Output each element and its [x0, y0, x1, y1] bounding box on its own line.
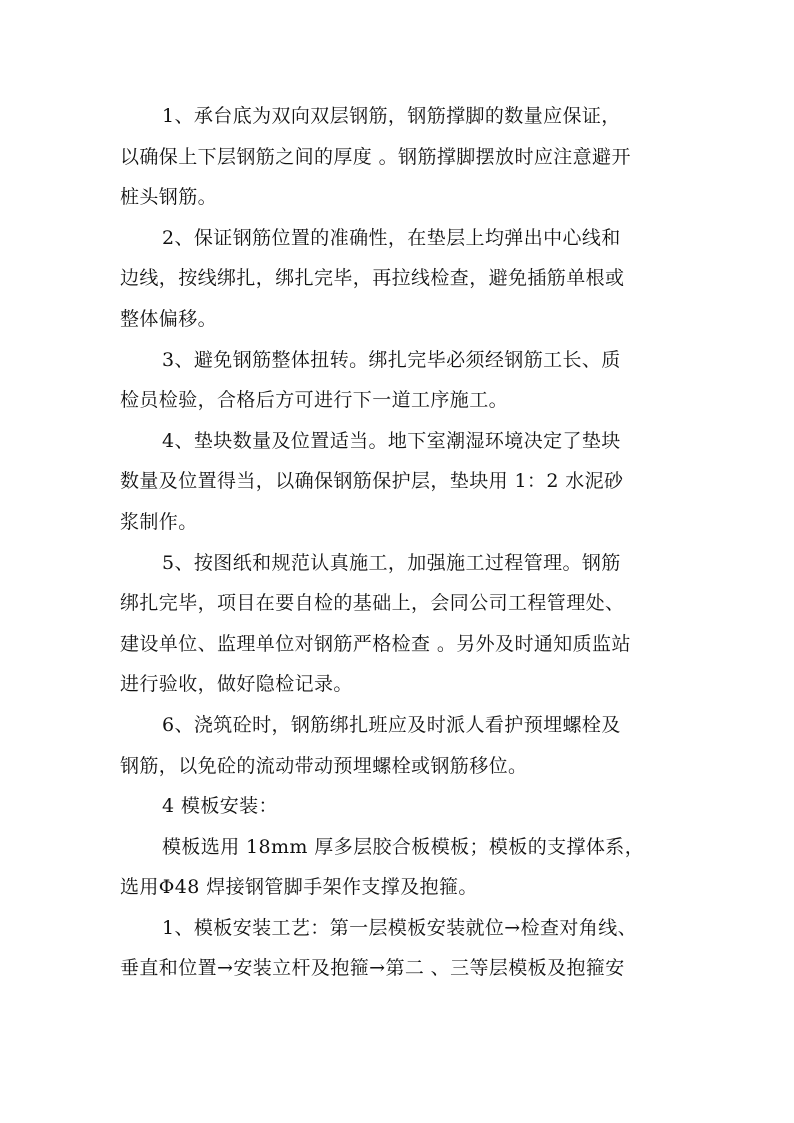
- paragraph-4-line-1: 4、垫块数量及位置适当。地下室潮湿环境决定了垫块: [162, 429, 621, 452]
- paragraph-2-line-1: 2、保证钢筋位置的准确性，在垫层上均弹出中心线和: [162, 226, 621, 249]
- section-heading-formwork: 4 模板安装：: [162, 795, 278, 818]
- paragraph-5-line-2: 绑扎完毕，项目在要自检的基础上，会同公司工程管理处、: [120, 592, 625, 615]
- formwork-step-1-line-2: 垂直和位置→安装立杆及抱箍→第二 、三等层模板及抱箍安: [120, 957, 625, 980]
- formwork-intro-line-1: 模板选用 18mm 厚多层胶合板模板；模板的支撑体系，: [162, 835, 645, 858]
- paragraph-4-line-3: 浆制作。: [120, 510, 198, 533]
- document-body: [120, 96, 690, 989]
- paragraph-5-line-3: 建设单位、监理单位对钢筋严格检查 。另外及时通知质监站: [120, 632, 631, 655]
- paragraph-3-line-2: 检员检验，合格后方可进行下一道工序施工。: [120, 389, 509, 412]
- formwork-intro-line-2: 选用Φ48 焊接钢管脚手架作支撑及抱箍。: [120, 876, 478, 899]
- paragraph-6-line-1: 6、浇筑砼时，钢筋绑扎班应及时派人看护预埋螺栓及: [162, 713, 621, 736]
- paragraph-1-line-2: 以确保上下层钢筋之间的厚度 。钢筋撑脚摆放时应注意避开: [120, 145, 631, 168]
- paragraph-1-line-3: 桩头钢筋。: [120, 186, 218, 209]
- paragraph-5-line-1: 5、按图纸和规范认真施工，加强施工过程管理。钢筋: [162, 551, 621, 574]
- paragraph-4-line-2: 数量及位置得当，以确保钢筋保护层，垫块用 1：2 水泥砂: [120, 470, 624, 493]
- paragraph-2-line-2: 边线，按线绑扎，绑扎完毕，再拉线检查，避免插筋单根或: [120, 267, 625, 290]
- paragraph-5-line-4: 进行验收，做好隐检记录。: [120, 673, 353, 696]
- paragraph-3-line-1: 3、避免钢筋整体扭转。绑扎完毕必须经钢筋工长、质: [162, 348, 621, 371]
- paragraph-2-line-3: 整体偏移。: [120, 307, 218, 330]
- paragraph-6-line-2: 钢筋，以免砼的流动带动预埋螺栓或钢筋移位。: [120, 754, 528, 777]
- paragraph-1-line-1: 1、承台底为双向双层钢筋，钢筋撑脚的数量应保证，: [162, 105, 621, 127]
- formwork-step-1-line-1: 1、模板安装工艺：第一层模板安装就位→检查对角线、: [162, 916, 638, 939]
